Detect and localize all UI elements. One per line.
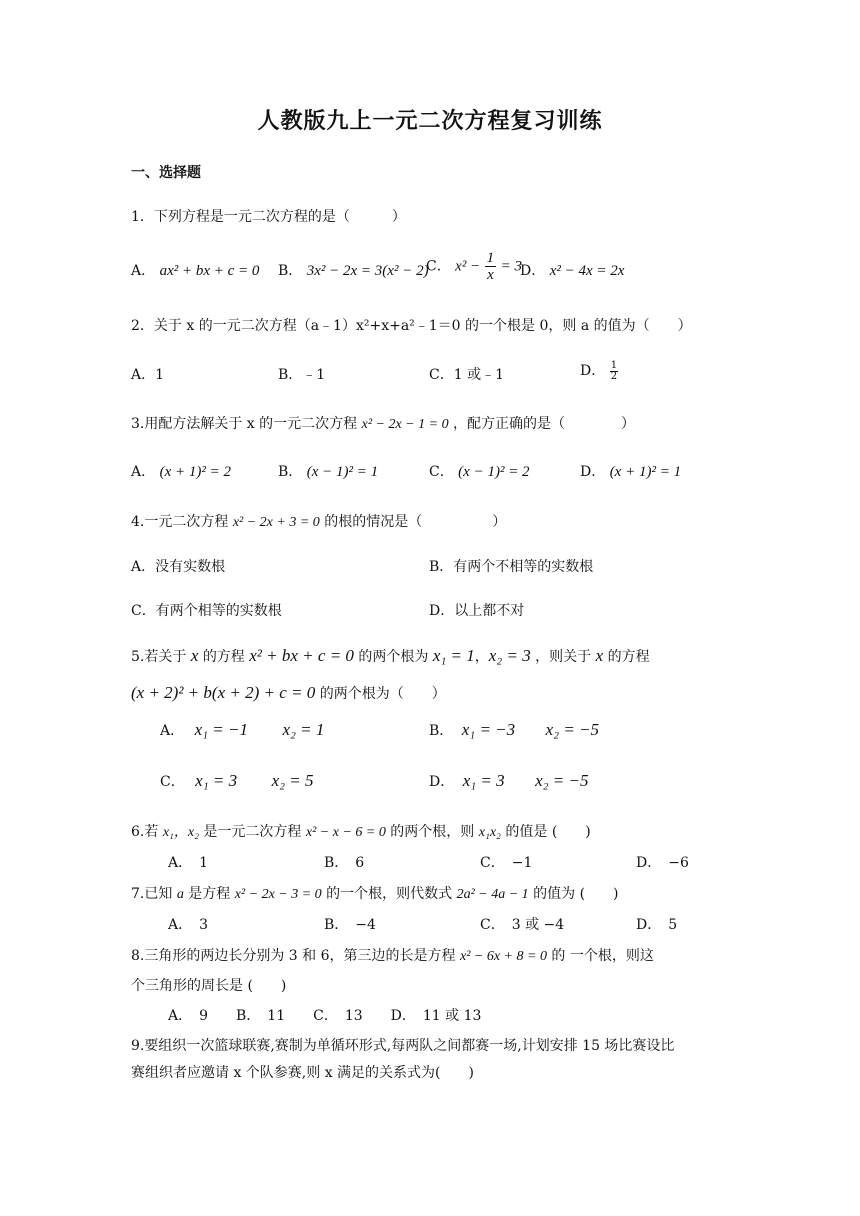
question-6-option-c: C． −1 xyxy=(480,855,533,871)
question-9-stem-line-1: 9.要组织一次篮球联赛,赛制为单循环形式,每两队之间都赛一场,计划安排 15 场比赛设比 xyxy=(131,1038,675,1054)
question-5-option-d xyxy=(429,771,588,791)
question-7-option-d: D． 5 xyxy=(636,917,678,933)
question-4-stem xyxy=(131,511,506,531)
stem-separator: ， xyxy=(474,649,489,665)
question-5-option-c xyxy=(160,771,314,791)
question-3-option-b xyxy=(278,461,378,481)
question-2-option-b: B．﹣1 xyxy=(278,367,326,383)
stem-math: (x + 2)² + b(x + 2) + c = 0 xyxy=(131,683,316,702)
option-math-post: = 3 xyxy=(500,258,522,275)
stem-text: 的两个根为 xyxy=(358,649,429,665)
stem-math: x² − 2x − 1 = 0 xyxy=(361,417,449,432)
question-5-option-b xyxy=(429,720,599,740)
option-root-2: x₂ = 1 xyxy=(282,720,325,739)
stem-text: ，则关于 xyxy=(535,649,592,665)
fraction-numerator: 1 xyxy=(610,359,618,371)
option-math-pre: x² − xyxy=(455,258,481,275)
question-1-option-c xyxy=(426,250,522,283)
stem-math: x₁，x₂ xyxy=(162,825,199,840)
stem-text: 6.若 xyxy=(131,824,163,840)
question-6-option-a: A． 1 xyxy=(168,855,209,871)
stem-text: 的 一个根，则这 xyxy=(546,948,654,964)
stem-variable: x xyxy=(190,646,199,665)
stem-text: 的两个根为（ ） xyxy=(319,686,446,702)
page-title: 人教版九上一元二次方程复习训练 xyxy=(257,109,603,134)
option-label: A． xyxy=(131,263,156,279)
option-label: C． xyxy=(426,258,451,275)
question-4-option-d: D．以上都不对 xyxy=(429,603,525,619)
stem-text: 4.一元二次方程 xyxy=(131,514,229,530)
option-math: x² − 4x = 2x xyxy=(549,263,625,279)
option-fraction xyxy=(485,250,497,283)
stem-math: 2a² − 4a − 1 xyxy=(456,887,529,902)
question-8-options: A． 9 B． 11 C． 13 D． 11 或 13 xyxy=(168,1008,482,1024)
stem-text: 是一元二次方程 xyxy=(198,824,306,840)
option-label: A． xyxy=(160,723,185,739)
question-4-option-b: B．有两个不相等的实数根 xyxy=(429,559,594,575)
question-1-option-a xyxy=(131,260,259,280)
option-label: B． xyxy=(429,723,454,739)
option-math: ax² + bx + c = 0 xyxy=(159,263,260,279)
question-2-option-a: A．1 xyxy=(131,367,165,383)
question-3-stem xyxy=(131,413,635,433)
stem-text: 3.用配方法解关于 x 的一元二次方程 xyxy=(131,416,358,432)
stem-text: 的方程 xyxy=(607,649,650,665)
question-1-stem: 1．下列方程是一元二次方程的是（ ） xyxy=(131,209,406,225)
question-4-option-c: C．有两个相等的实数根 xyxy=(131,603,282,619)
stem-math: a xyxy=(176,887,184,902)
question-2-option-d xyxy=(580,360,618,382)
question-6-option-b: B． 6 xyxy=(324,855,365,871)
option-fraction xyxy=(610,361,618,382)
question-1-option-b xyxy=(278,260,429,280)
option-root-2: x₂ = −5 xyxy=(545,720,600,739)
stem-root-2: x₂ = 3 xyxy=(488,646,531,665)
option-label: D． xyxy=(580,464,606,480)
question-2-option-c: C．1 或﹣1 xyxy=(429,367,504,383)
question-7-stem xyxy=(131,883,619,903)
stem-text: 的根的情况是（ ） xyxy=(324,514,507,530)
stem-math: x² + bx + c = 0 xyxy=(249,646,354,665)
option-root-1: x₁ = 3 xyxy=(195,771,238,790)
question-7-option-c: C． 3 或 −4 xyxy=(480,917,565,933)
stem-text: 的值是 ( ) xyxy=(500,824,591,840)
question-6-stem xyxy=(131,821,591,841)
stem-math: x² − 2x − 3 = 0 xyxy=(234,887,322,902)
question-5-option-a xyxy=(160,720,324,740)
option-math: (x − 1)² = 1 xyxy=(306,464,379,480)
fraction-denominator: x xyxy=(487,267,494,283)
option-label: B． xyxy=(278,464,303,480)
option-math: (x + 1)² = 1 xyxy=(609,464,682,480)
option-label: A． xyxy=(131,464,156,480)
question-1-option-d xyxy=(520,260,624,280)
question-5-stem-line-1 xyxy=(131,646,650,666)
stem-math: x₁x₂ xyxy=(478,825,501,840)
stem-text: 的方程 xyxy=(202,649,245,665)
option-math: (x − 1)² = 2 xyxy=(458,464,530,480)
stem-math: x² − x − 6 = 0 xyxy=(305,825,386,840)
option-root-2: x₂ = −5 xyxy=(535,771,589,790)
option-math: (x + 1)² = 2 xyxy=(159,464,231,480)
question-7-option-a: A． 3 xyxy=(168,917,209,933)
stem-text: 的两个根，则 xyxy=(385,824,479,840)
question-3-option-c xyxy=(429,461,530,481)
option-root-1: x₁ = −1 xyxy=(194,720,248,739)
question-8-stem-line-1 xyxy=(131,945,654,965)
option-label: D． xyxy=(429,774,455,790)
question-6-option-d: D． −6 xyxy=(636,855,689,871)
option-label: C． xyxy=(429,464,454,480)
section-heading: 一、选择题 xyxy=(131,165,201,181)
stem-text: 的值为 ( ) xyxy=(528,886,619,902)
stem-text: 5.若关于 xyxy=(131,649,187,665)
stem-variable: x xyxy=(595,646,604,665)
question-9-stem-line-2: 赛组织者应邀请 x 个队参赛,则 x 满足的关系式为( ) xyxy=(131,1065,474,1081)
question-3-option-a xyxy=(131,461,231,481)
stem-text: 7.已知 xyxy=(131,886,177,902)
stem-text: ，配方正确的是（ ） xyxy=(453,416,636,432)
question-4-option-a: A．没有实数根 xyxy=(131,559,226,575)
option-label: D． xyxy=(520,263,546,279)
question-5-stem-line-2 xyxy=(131,683,446,703)
option-math: 3x² − 2x = 3(x² − 2) xyxy=(306,263,429,279)
option-root-1: x₁ = −3 xyxy=(461,720,516,739)
stem-text: 8.三角形的两边长分别为 3 和 6，第三边的长是方程 xyxy=(131,948,460,964)
option-label: D． xyxy=(580,363,606,379)
question-3-option-d xyxy=(580,461,681,481)
stem-text: 是方程 xyxy=(183,886,235,902)
question-7-option-b: B． −4 xyxy=(324,917,376,933)
option-root-1: x₁ = 3 xyxy=(462,771,505,790)
option-label: C． xyxy=(160,774,185,790)
option-root-2: x₂ = 5 xyxy=(271,771,314,790)
stem-root-1: x₁ = 1 xyxy=(432,646,475,665)
question-8-stem-line-2: 个三角形的周长是 ( ) xyxy=(131,978,287,994)
stem-math: x² − 2x + 3 = 0 xyxy=(232,515,320,530)
fraction-denominator: 2 xyxy=(610,370,618,382)
stem-text: 的一个根，则代数式 xyxy=(321,886,457,902)
question-2-stem: 2．关于 x 的一元二次方程（a﹣1）x²+x+a²﹣1＝0 的一个根是 0，则 a 的值为（ ） xyxy=(131,318,692,334)
option-label: B． xyxy=(278,263,303,279)
stem-math: x² − 6x + 8 = 0 xyxy=(459,949,547,964)
fraction-numerator: 1 xyxy=(486,250,495,266)
